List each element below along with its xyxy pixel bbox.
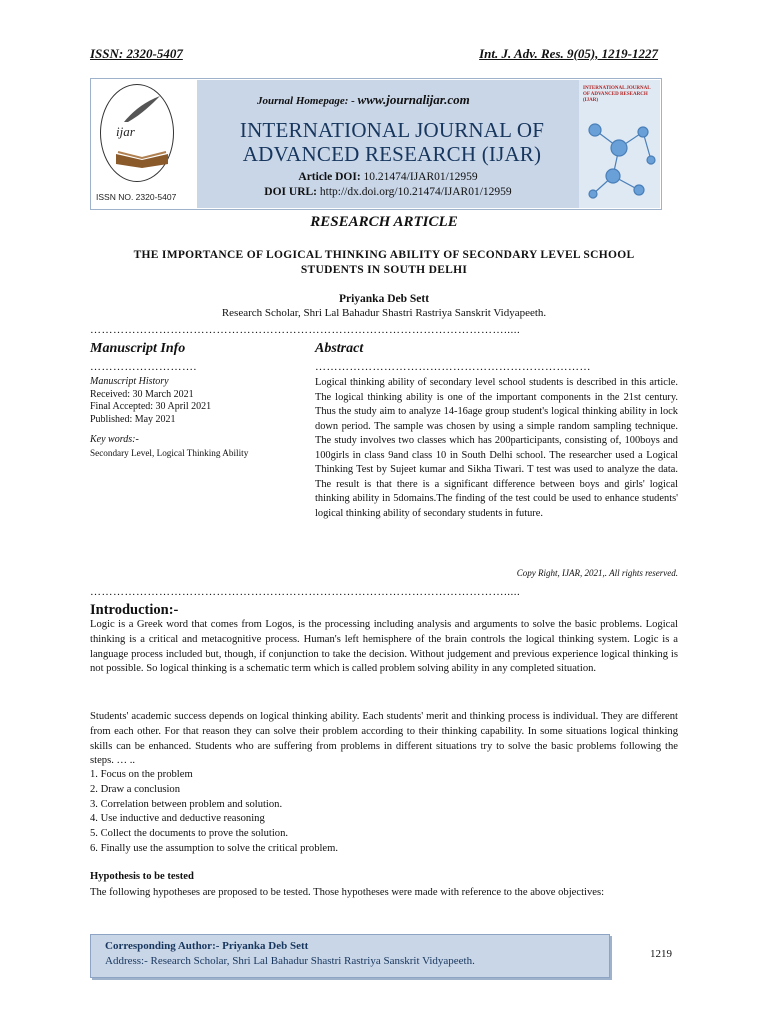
citation-header: Int. J. Adv. Res. 9(05), 1219-1227 xyxy=(479,46,658,61)
corresponding-author-box xyxy=(90,934,610,978)
published-date: Published: May 2021 xyxy=(90,413,176,425)
list-item: 1. Focus on the problem xyxy=(90,769,193,780)
book-icon xyxy=(114,144,170,168)
author-name: Priyanka Deb Sett xyxy=(338,293,430,305)
doi-block xyxy=(197,170,579,200)
manuscript-info-heading: Manuscript Info xyxy=(90,341,186,356)
list-item: 2. Draw a conclusion xyxy=(90,783,181,795)
list-item: 6. Finally use the assumption to solve the critical problem. xyxy=(90,842,339,854)
copyright: Copy Right, IJAR, 2021,. All rights reserved. xyxy=(516,568,678,578)
journal-name xyxy=(217,118,567,166)
banner-center xyxy=(197,80,579,208)
logo-issn: ISSN NO. 2320-5407 xyxy=(96,192,177,202)
keywords-label: Key words:- xyxy=(90,434,139,445)
author-address: Address:- Research Scholar, Shri Lal Bahadur Shastri Rastriya Sanskrit Vidyapeeth. xyxy=(105,955,475,967)
list-item: 3. Correlation between problem and solution. xyxy=(90,798,283,810)
journal-cover xyxy=(579,80,660,208)
journal-logo xyxy=(92,80,196,208)
steps-list xyxy=(90,768,678,857)
keywords: Secondary Level, Logical Thinking Ability xyxy=(90,447,249,458)
intro-paragraph-2: Students' academic success depends on logical thinking ability. Each students' merit and thinking process is individual. They are different from each other. For that reason they can solve their problem according to their thinking capability. In some situations logical thinking skills can be enhanced. Students who are suffering from problems in different situations try to solve the basic problems following the steps. … .. xyxy=(90,711,678,767)
received-date: Received: 30 March 2021 xyxy=(90,388,194,400)
abstract-text: Logical thinking ability of secondary level school students is described in this article. The logical thinking ability is one of the important components in the 21st century. Thus the study aim to analyze 14-16age group student's logical thinking ability in lock down period. The sample was chosen by using a simple random sampling technique. The study involves two classes which has 200participants, consisting of, 100boys and 100girls in class 9and class 10 in South Delhi school. The researcher used a Logical Thinking Test by Sujeet kumar and Sikha Tiwari. T test was used to analyze the data. The result is that there is a significant difference between boys and girls' logical thinking ability in 5domains.The finding of the test could be used to enhance students' logical thinking ability of secondary students in future. xyxy=(315,377,678,519)
history-label: Manuscript History xyxy=(90,376,169,387)
divider: ………………………………………………………………………………………………..... xyxy=(90,586,521,598)
journal-homepage xyxy=(257,92,470,108)
intro-paragraph-1: Logic is a Greek word that comes from Logos, is the processing including analysis and arguments to solve the basic problems. Logical thinking is a critical and metacognitive process. Human's left hemisphere of the brain controls the logical thinking system. Logic is a language process included but, though, if conjunction to take the decision. Without judgement and previous experience logical thinking is not possible. So logical thinking is a schematic term which is called problem solving ability in any completed situation. xyxy=(90,619,678,675)
paper-title-line2: STUDENTS IN SOUTH DELHI xyxy=(300,264,468,276)
abstract-heading: Abstract xyxy=(315,341,364,356)
doi-url-label: DOI URL: xyxy=(264,186,318,198)
author-affiliation: Research Scholar, Shri Lal Bahadur Shastri Rastriya Sanskrit Vidyapeeth. xyxy=(221,307,547,319)
journal-name-line2: ADVANCED RESEARCH (IJAR) xyxy=(242,142,542,166)
list-item: 4. Use inductive and deductive reasoning xyxy=(90,813,265,825)
corresponding-author: Corresponding Author:- Priyanka Deb Sett xyxy=(105,940,309,952)
homepage-link[interactable]: www.journalijar.com xyxy=(357,92,470,107)
homepage-label: Journal Homepage: - xyxy=(257,95,355,107)
paper-title-line1: THE IMPORTANCE OF LOGICAL THINKING ABILITY OF SECONDARY LEVEL SCHOOL xyxy=(133,249,635,261)
accepted-date: Final Accepted: 30 April 2021 xyxy=(90,401,212,412)
divider: ………………………………………………………………………………………………..... xyxy=(90,324,521,336)
divider: ……………………………………………………………… xyxy=(315,361,591,373)
doi-value: 10.21474/IJAR01/12959 xyxy=(363,171,478,183)
logo-wordmark: ijar xyxy=(116,124,135,139)
hypothesis-heading: Hypothesis to be tested xyxy=(90,871,194,882)
divider: ………………………. xyxy=(90,361,197,373)
quill-icon xyxy=(122,94,162,124)
page-number: 1219 xyxy=(650,948,672,960)
issn-header: ISSN: 2320-5407 xyxy=(90,46,183,61)
introduction-heading: Introduction:- xyxy=(90,602,179,618)
manuscript-info xyxy=(90,376,260,459)
molecule-image xyxy=(583,110,657,204)
journal-banner xyxy=(90,78,662,210)
section-label: RESEARCH ARTICLE xyxy=(310,214,458,230)
doi-url-link[interactable]: http://dx.doi.org/10.21474/IJAR01/12959 xyxy=(319,186,512,198)
cover-title: INTERNATIONAL JOURNAL OF ADVANCED RESEARCH (IJAR) xyxy=(583,86,651,103)
journal-name-line1: INTERNATIONAL JOURNAL OF xyxy=(239,118,545,142)
list-item: 5. Collect the documents to prove the solution. xyxy=(90,828,289,840)
paper-title xyxy=(100,248,668,278)
doi-label: Article DOI: xyxy=(298,171,361,183)
hypothesis-text: The following hypotheses are proposed to be tested. Those hypotheses were made with reference to the above objectives: xyxy=(90,887,605,898)
